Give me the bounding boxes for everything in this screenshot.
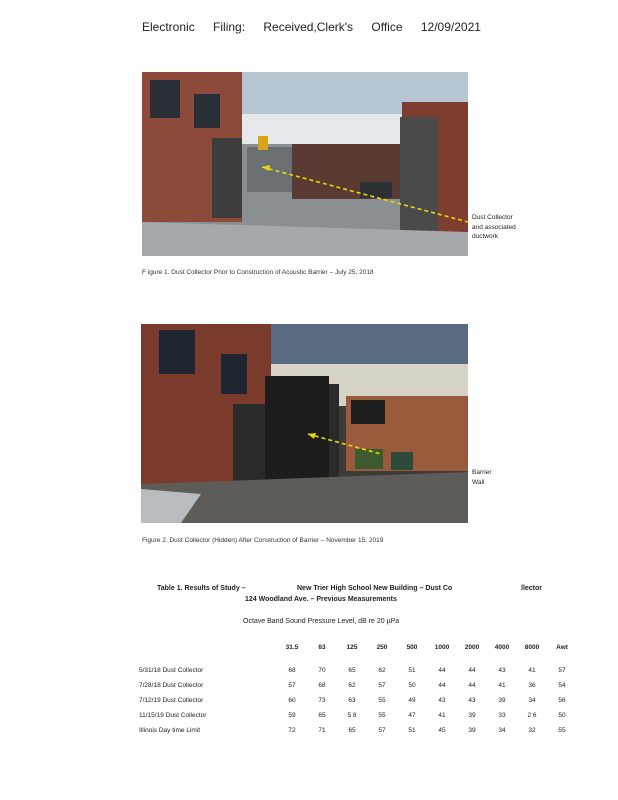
table-cell: 34 <box>498 727 506 734</box>
figure-2-caption: Figure 2. Dust Collector (Hidden) After Construction of Barrier – November 15, 2019 <box>142 537 384 544</box>
table-cell: 5 8 <box>347 712 357 719</box>
row-label: Illinois Day time Limit <box>139 727 201 734</box>
table-cell: 44 <box>438 682 446 689</box>
table-cell: 59 <box>288 712 296 719</box>
header-part: Received,Clerk's <box>263 20 354 34</box>
table-cell: 41 <box>438 712 446 719</box>
annotation-line: and associated <box>472 223 516 231</box>
column-header: 2000 <box>464 644 480 651</box>
figure-2-annotation <box>472 468 492 487</box>
header-part: Filing: <box>213 20 246 34</box>
table-row <box>139 708 577 723</box>
table-cell: 51 <box>408 667 416 674</box>
table-header-row <box>139 640 577 655</box>
table-cell: 57 <box>288 682 296 689</box>
table-cell: 32 <box>528 727 536 734</box>
annotation-line: ductwork <box>472 233 499 240</box>
table-cell: 65 <box>348 667 356 674</box>
table-cell: 57 <box>378 727 386 734</box>
column-header: 8000 <box>524 644 540 651</box>
table-cell: 65 <box>348 727 356 734</box>
table-cell: 2 6 <box>527 712 537 719</box>
table-row <box>139 723 577 738</box>
table-cell: 41 <box>498 682 506 689</box>
header-part: Electronic <box>142 20 195 34</box>
row-label: 11/15/19 Dust Collector <box>139 712 207 719</box>
table-cell: 36 <box>528 682 536 689</box>
table-cell: 39 <box>468 727 476 734</box>
table-cell: 62 <box>378 667 386 674</box>
table-cell: 71 <box>318 727 326 734</box>
annotation-line: Dust Collector <box>472 214 513 221</box>
table-units-label: Octave Band Sound Pressure Level, dB re 20 µPa <box>243 618 400 625</box>
table-body <box>139 663 577 738</box>
sound-level-table <box>139 640 577 738</box>
table-cell: 62 <box>348 682 356 689</box>
table-cell: 68 <box>318 682 326 689</box>
table-row <box>139 678 577 693</box>
table-cell: 55 <box>378 697 386 704</box>
table-cell: 45 <box>438 727 446 734</box>
table-cell: 44 <box>468 682 476 689</box>
figure-1-caption: F igure 1. Dust Collector Prior to Construction of Acoustic Barrier – July 25, 2018 <box>142 269 374 276</box>
table-cell: 57 <box>378 682 386 689</box>
table-cell: 70 <box>318 667 326 674</box>
figure-1-annotation <box>472 213 516 242</box>
row-label: 7/28/18 Dust Collector <box>139 682 204 689</box>
column-header: 1000 <box>434 644 450 651</box>
column-header: 125 <box>346 644 358 651</box>
table-cell: 56 <box>558 697 566 704</box>
table-title-right: llector <box>521 585 543 592</box>
table-cell: 43 <box>438 697 446 704</box>
table-row <box>139 693 577 708</box>
table-cell: 43 <box>498 667 506 674</box>
table-subtitle: 124 Woodland Ave. – Previous Measurements <box>245 596 397 603</box>
table-cell: 57 <box>558 667 566 674</box>
table-cell: 44 <box>468 667 476 674</box>
table-cell: 34 <box>528 697 536 704</box>
table-cell: 39 <box>468 712 476 719</box>
table-cell: 55 <box>378 712 386 719</box>
row-label: 7/12/19 Dust Collector <box>139 697 204 704</box>
column-header: 250 <box>376 644 388 651</box>
table-cell: 41 <box>528 667 536 674</box>
row-label: 5/31/18 Dust Collector <box>139 667 204 674</box>
column-header: 31.5 <box>285 644 299 651</box>
table-cell: 63 <box>348 697 356 704</box>
column-header: 4000 <box>494 644 510 651</box>
table-cell: 73 <box>318 697 326 704</box>
table-cell: 50 <box>408 682 416 689</box>
table-cell: 39 <box>498 697 506 704</box>
table-cell: 33 <box>498 712 506 719</box>
table-cell: 68 <box>288 667 296 674</box>
figure-1-photo <box>142 72 468 256</box>
table-cell: 65 <box>318 712 326 719</box>
table-row <box>139 663 577 678</box>
table-title-left: Table 1. Results of Study – <box>157 585 246 592</box>
table-cell: 72 <box>288 727 296 734</box>
table-cell: 60 <box>288 697 296 704</box>
annotation-line: Barrier <box>472 469 492 476</box>
table-cell: 49 <box>408 697 416 704</box>
header-part: Office <box>371 20 403 34</box>
table-cell: 51 <box>408 727 416 734</box>
table-cell: 47 <box>408 712 416 719</box>
table-cell: 50 <box>558 712 566 719</box>
header-date: 12/09/2021 <box>420 20 481 34</box>
table-cell: 43 <box>468 697 476 704</box>
table-cell: 54 <box>558 682 566 689</box>
table-cell: 55 <box>558 727 566 734</box>
figure-2-photo <box>141 324 468 523</box>
column-header: Awt <box>556 644 568 651</box>
table-title-mid: New Trier High School New Building – Dust Co <box>297 585 453 592</box>
table-cell: 44 <box>438 667 446 674</box>
column-header: 63 <box>318 644 326 651</box>
column-header: 500 <box>406 644 418 651</box>
annotation-line: Wall <box>472 478 485 486</box>
filing-header <box>142 20 495 34</box>
